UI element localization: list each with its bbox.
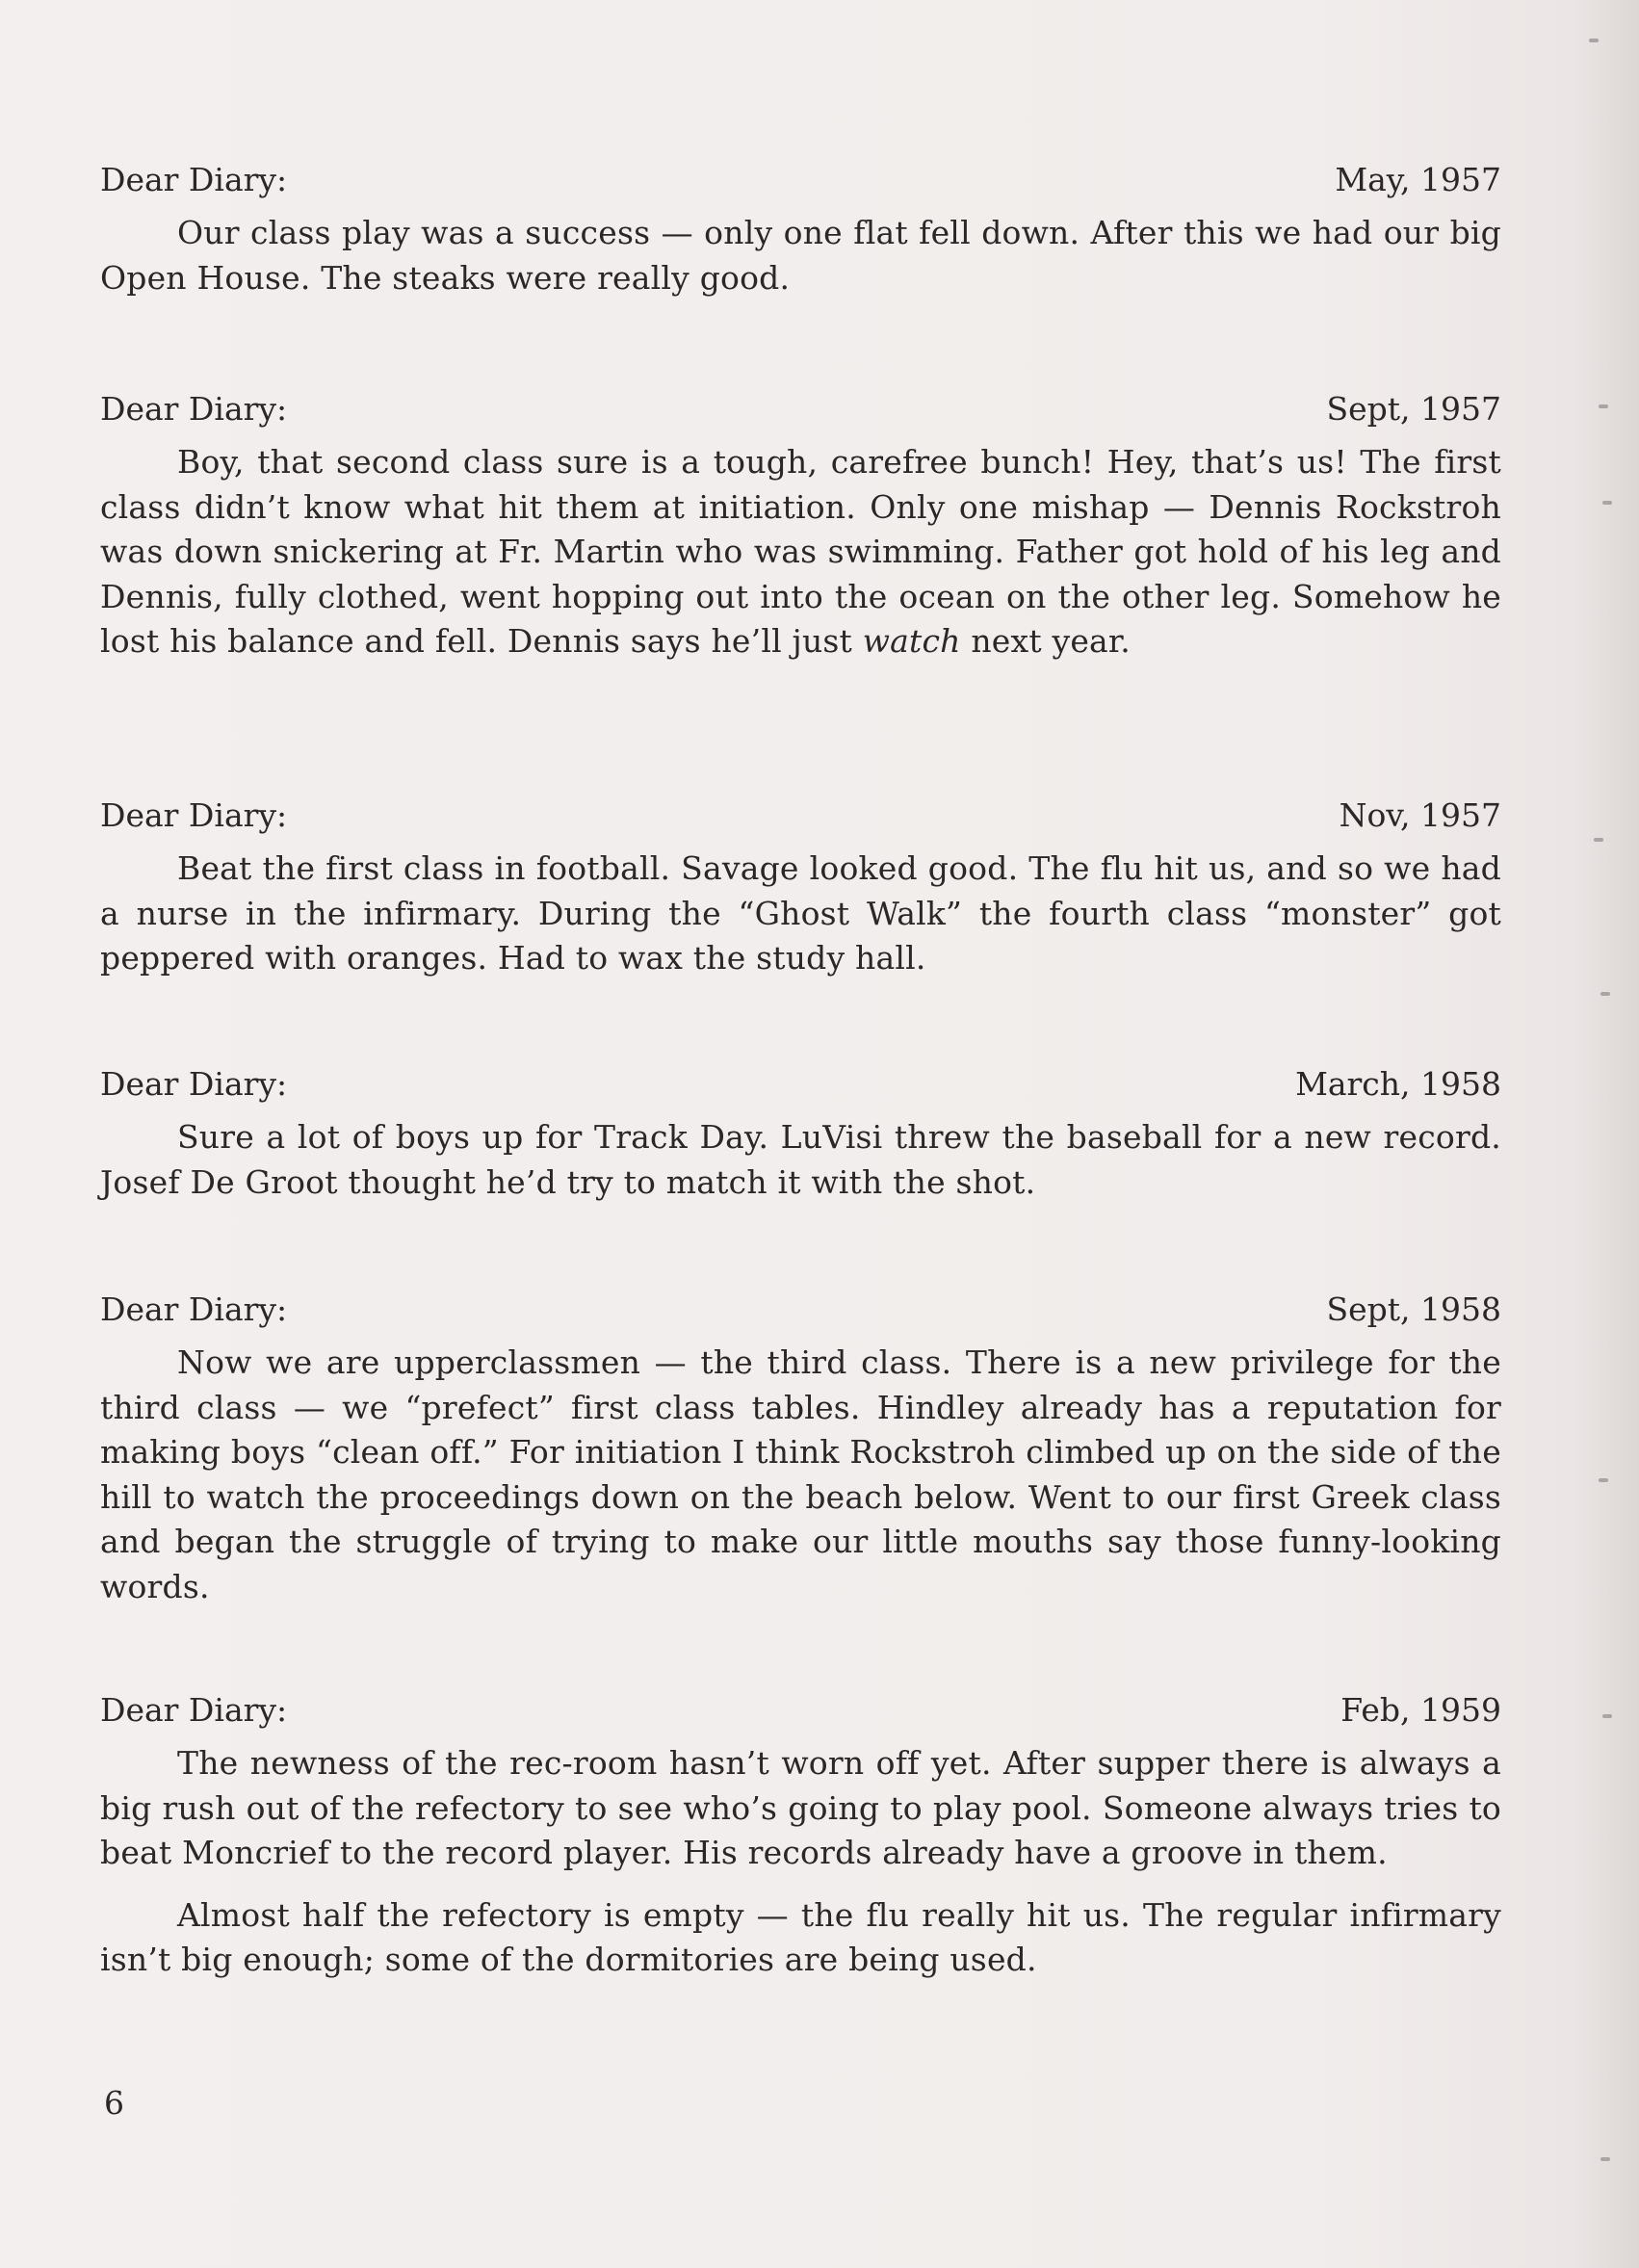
diary-entry-nov-1957 xyxy=(100,793,1501,981)
entry-body: Now we are upperclassmen — the third class. There is a new privilege for the third class — we “prefect” first class tables. Hindley already has a reputation for making boys “clean off.” For initiation I think Rockstroh climbed up on the side of the hill to watch the proceedings down on the beach below. Went to our first Greek class and began the struggle of trying to make our little mouths say those funny-looking words. xyxy=(100,1343,1501,1605)
entry-date: Sept, 1957 xyxy=(1326,390,1501,428)
entry-header xyxy=(100,1061,1501,1108)
emphasized-word: watch xyxy=(862,622,961,660)
diary-entry-feb-1959 xyxy=(100,1687,1501,1983)
entry-header xyxy=(100,1687,1501,1734)
edge-mark xyxy=(1602,501,1612,505)
entry-salutation: Dear Diary: xyxy=(100,1290,288,1328)
entry-body: The newness of the rec-room hasn’t worn off yet. After supper there is always a big rush out of the refectory to see who’s going to play pool. Someone always tries to beat Moncrief to the record player. His records already have a groove in them. xyxy=(100,1744,1501,1871)
entry-header xyxy=(100,157,1501,203)
entry-body-text: Boy, that second class sure is a tough, carefree bunch! Hey, that’s us! The first class didn’t know what hit them at initiation. Only one mishap — Dennis Rockstroh was down snickering at Fr. Martin who was swimming. Father got hold of his leg and Dennis, fully clothed, went hopping out into the ocean on the other leg. Somehow he lost his balance and fell. Dennis says he’ll just xyxy=(100,443,1501,660)
entry-date: March, 1958 xyxy=(1295,1065,1501,1103)
entry-header xyxy=(100,793,1501,839)
edge-mark xyxy=(1599,1478,1608,1482)
entry-salutation: Dear Diary: xyxy=(100,1065,288,1103)
entry-salutation: Dear Diary: xyxy=(100,796,288,834)
entry-header xyxy=(100,386,1501,432)
entry-date: Sept, 1958 xyxy=(1326,1290,1501,1328)
entry-salutation: Dear Diary: xyxy=(100,1691,288,1729)
entry-body: Sure a lot of boys up for Track Day. LuVisi threw the baseball for a new record. Josef De Groot thought he’d try to match it with the shot. xyxy=(100,1118,1501,1201)
edge-mark xyxy=(1600,2157,1610,2161)
entry-body xyxy=(100,440,1501,665)
edge-mark xyxy=(1602,1714,1612,1718)
entry-salutation: Dear Diary: xyxy=(100,161,288,198)
edge-mark xyxy=(1600,992,1610,996)
entry-salutation: Dear Diary: xyxy=(100,390,288,428)
edge-mark xyxy=(1594,838,1603,842)
diary-entry-sept-1957 xyxy=(100,386,1501,665)
entry-date: Nov, 1957 xyxy=(1339,796,1501,834)
entry-date: May, 1957 xyxy=(1335,161,1501,198)
edge-mark xyxy=(1599,404,1608,408)
diary-entry-sept-1958 xyxy=(100,1287,1501,1609)
entry-body-text-end: next year. xyxy=(971,622,1131,660)
entry-body: Beat the first class in football. Savage looked good. The flu hit us, and so we had a nurse in the infirmary. During the “Ghost Walk” the fourth class “monster” got peppered with oranges. Had to wax the study hall. xyxy=(100,849,1501,977)
diary-entry-may-1957 xyxy=(100,157,1501,300)
entry-body-second-paragraph: Almost half the refectory is empty — the flu really hit us. The regular infirmary isn’t big enough; some of the dormitories are being used. xyxy=(100,1895,1501,1978)
edge-mark xyxy=(1589,39,1599,42)
diary-entry-march-1958 xyxy=(100,1061,1501,1205)
entry-body: Our class play was a success — only one flat fell down. After this we had our big Open House. The steaks were really good. xyxy=(100,214,1501,297)
entry-header xyxy=(100,1287,1501,1333)
page-number: 6 xyxy=(104,2084,124,2122)
entry-date: Feb, 1959 xyxy=(1340,1691,1501,1729)
